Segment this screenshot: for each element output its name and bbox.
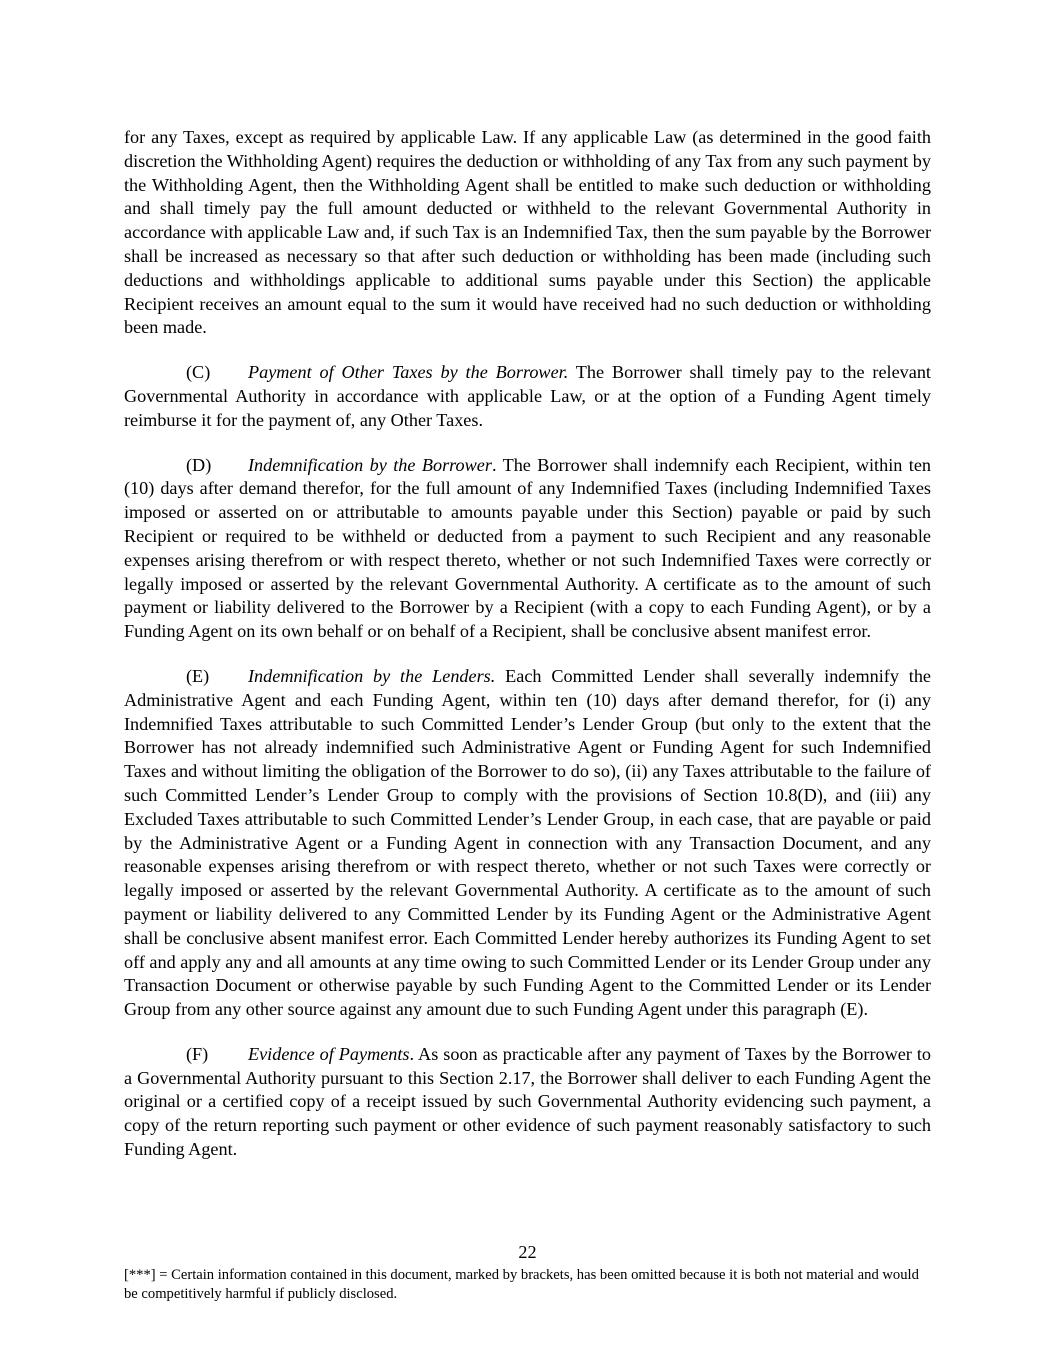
confidentiality-footnote: [***] = Certain information contained in this document, marked by brackets, has been omitted because it is both not material and would be competitively harmful if publicly disclosed.	[124, 1267, 919, 1302]
section-c-label: (C)	[186, 362, 211, 383]
section-f-paragraph	[124, 1043, 931, 1162]
section-f-title: Evidence of Payments	[248, 1043, 410, 1064]
section-e-text: Each Committed Lender shall severally indemnify the Administrative Agent and each Funding Agent, within ten (10) days after demand therefor, for (i) any Indemnified Taxes attributable to such Committed Lender’s Lender Group (but only to the extent that the Borrower has not already indemnified such Administrative Agent or Funding Agent for such Indemnified Taxes and without limiting the obligation of the Borrower to do so), (ii) any Taxes attributable to the failure of such Committed Lender’s Lender Group to comply with the provisions of Section 10.8(D), and (iii) any Excluded Taxes attributable to such Committed Lender’s Lender Group, in each case, that are payable or paid by the Administrative Agent or a Funding Agent in connection with any Transaction Document, and any reasonable expenses arising therefrom or with respect thereto, whether or not such Taxes were correctly or legally imposed or asserted by the relevant Governmental Authority. A certificate as to the amount of such payment or liability delivered to any Committed Lender by its Funding Agent or the Administrative Agent shall be conclusive absent manifest error. Each Committed Lender hereby authorizes its Funding Agent to set off and apply any and all amounts at any time owing to such Committed Lender or its Lender Group under any Transaction Document or otherwise payable by such Funding Agent to the Committed Lender or its Lender Group from any other source against any amount due to such Funding Agent under this paragraph (E).	[124, 665, 931, 1020]
section-d-text: . The Borrower shall indemnify each Recipient, within ten (10) days after demand therefor, for the full amount of any Indemnified Taxes (including Indemnified Taxes imposed or asserted on or attributable to amounts payable under this Section) payable or paid by such Recipient or required to be withheld or deducted from a payment to such Recipient and any reasonable expenses arising therefrom or with respect thereto, whether or not such Indemnified Taxes were correctly or legally imposed or asserted by the relevant Governmental Authority. A certificate as to the amount of such payment or liability delivered to the Borrower by a Recipient (with a copy to each Funding Agent), or by a Funding Agent on its own behalf or on behalf of a Recipient, shall be conclusive absent manifest error.	[124, 454, 931, 642]
intro-paragraph: for any Taxes, except as required by applicable Law. If any applicable Law (as determined in the good faith discretion the Withholding Agent) requires the deduction or withholding of any Tax from any such payment by the Withholding Agent, then the Withholding Agent shall be entitled to make such deduction or withholding and shall timely pay the full amount deducted or withheld to the relevant Governmental Authority in accordance with applicable Law and, if such Tax is an Indemnified Tax, then the sum payable by the Borrower shall be increased as necessary so that after such deduction or withholding has been made (including such deductions and withholdings applicable to additional sums payable under this Section) the applicable Recipient receives an amount equal to the sum it would have received had no such deduction or withholding been made.	[124, 127, 931, 338]
section-d-label: (D)	[186, 454, 212, 475]
section-f-text: . As soon as practicable after any payment of Taxes by the Borrower to a Governmental Authority pursuant to this Section 2.17, the Borrower shall deliver to each Funding Agent the original or a certified copy of a receipt issued by such Governmental Authority evidencing such payment, a copy of the return reporting such payment or other evidence of such payment reasonably satisfactory to such Funding Agent.	[124, 1043, 932, 1160]
section-c-paragraph	[124, 361, 931, 432]
page-number: 22	[518, 1242, 537, 1262]
section-c-title: Payment of Other Taxes by the Borrower.	[248, 362, 569, 383]
section-c-text: The Borrower shall timely pay to the relevant Governmental Authority in accordance with applicable Law, or at the option of a Funding Agent timely reimburse it for the payment of, any Other Taxes.	[124, 362, 931, 430]
section-d-paragraph	[124, 454, 931, 644]
section-e-title: Indemnification by the Lenders.	[248, 665, 496, 686]
section-f-label: (F)	[186, 1043, 209, 1064]
section-d-title: Indemnification by the Borrower	[248, 454, 492, 475]
section-e-label: (E)	[186, 665, 210, 686]
section-e-paragraph	[124, 665, 931, 1022]
document-body	[124, 126, 931, 1183]
